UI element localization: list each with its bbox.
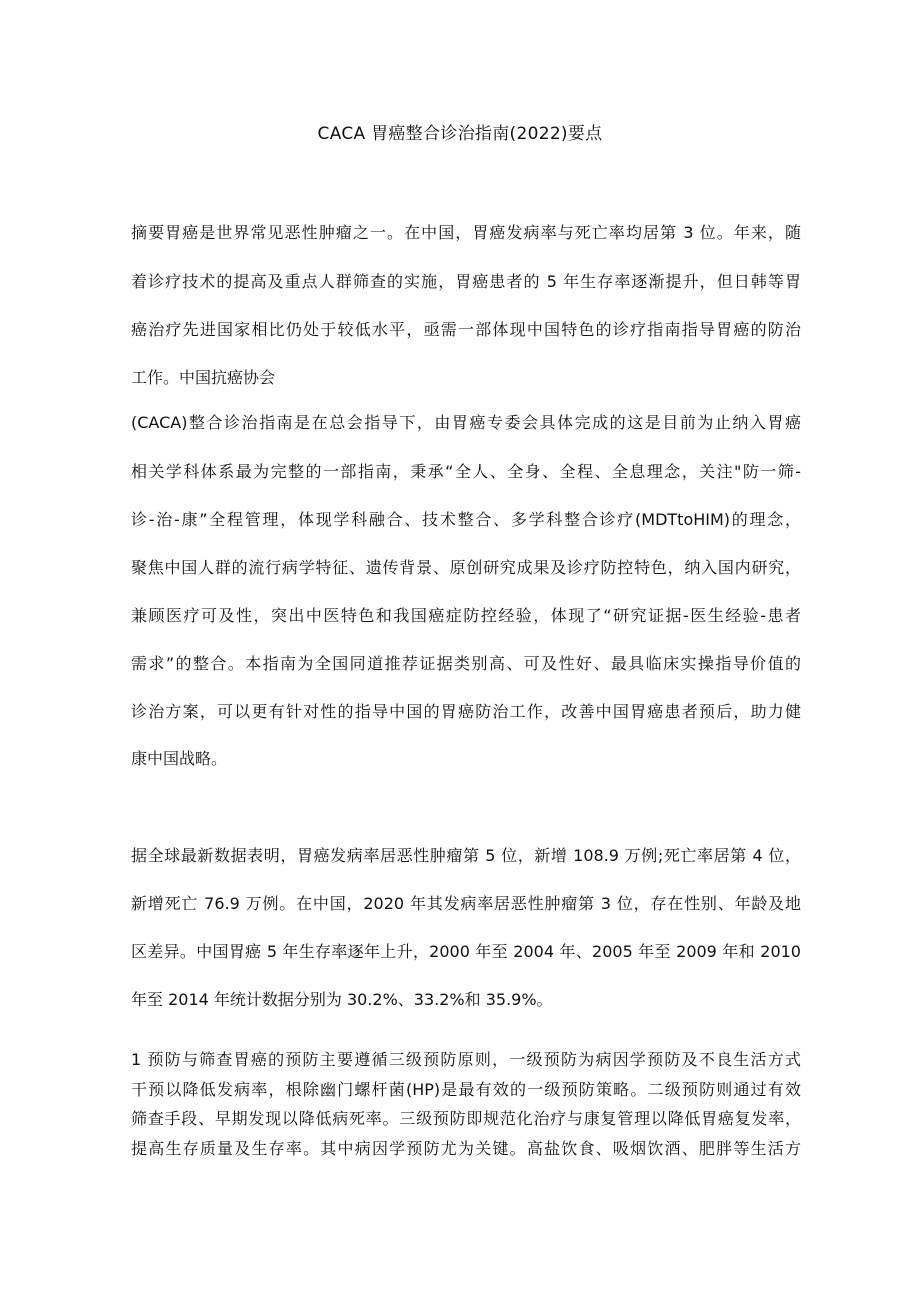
paragraph-2-line-1: (CACA)整合诊治指南是在总会指导下，由胃癌专委会具体完成的这是目前为止纳入胃癌	[131, 413, 801, 432]
paragraph-3-line-1: 据全球最新数据表明，胃癌发病率居恶性肿瘤第 5 位，新增 108.9 万例;死亡率居第 4 位，	[131, 846, 801, 865]
paragraph-4-line-3: 筛查手段、早期发现以降低病死率。三级预防即规范化治疗与康复管理以降低胃癌复发率，	[131, 1109, 801, 1128]
paragraph-2-line-3: 诊-治-康”全程管理，体现学科融合、技术整合、多学科整合诊疗(MDTtoHIM)的理念，	[131, 510, 801, 529]
paragraph-2-line-4: 聚焦中国人群的流行病学特征、遗传背景、原创研究成果及诊疗防控特色，纳入国内研究，	[131, 558, 801, 577]
document-title: CACA 胃癌整合诊治指南(2022)要点	[317, 124, 603, 144]
paragraph-3-line-2: 新增死亡 76.9 万例。在中国，2020 年其发病率居恶性肿瘤第 3 位，存在性别、年龄及地	[131, 894, 801, 913]
paragraph-4-line-4: 提高生存质量及生存率。其中病因学预防尤为关键。高盐饮食、吸烟饮酒、肥胖等生活方	[131, 1139, 801, 1158]
paragraph-3-line-3: 区差异。中国胃癌 5 年生存率逐年上升，2000 年至 2004 年、2005 年至 2009 年和 2010	[131, 942, 801, 961]
paragraph-2-line-2: 相关学科体系最为完整的一部指南，秉承“全人、全身、全程、全息理念，关注"防一筛-	[131, 462, 801, 481]
paragraph-1-line-2: 着诊疗技术的提高及重点人群筛查的实施，胃癌患者的 5 年生存率逐渐提升，但日韩等胃	[131, 272, 801, 291]
paragraph-4-line-2: 干预以降低发病率，根除幽门螺杆菌(HP)是最有效的一级预防策略。二级预防则通过有效	[131, 1080, 801, 1099]
paragraph-2-line-7: 诊治方案，可以更有针对性的指导中国的胃癌防治工作，改善中国胃癌患者预后，助力健	[131, 702, 801, 721]
paragraph-3-line-4: 年至 2014 年统计数据分别为 30.2%、33.2%和 35.9%。	[131, 990, 553, 1009]
paragraph-1-line-4: 工作。中国抗癌协会	[131, 368, 276, 387]
paragraph-4-line-1: 1 预防与筛查胃癌的预防主要遵循三级预防原则，一级预防为病因学预防及不良生活方式	[131, 1050, 801, 1069]
paragraph-2-line-6: 需求”的整合。本指南为全国同道推荐证据类别高、可及性好、最具临床实操指导价值的	[131, 654, 801, 673]
paragraph-2-line-8: 康中国战略。	[131, 749, 228, 768]
paragraph-2-line-5: 兼顾医疗可及性，突出中医特色和我国癌症防控经验，体现了“研究证据-医生经验-患者	[131, 606, 801, 625]
paragraph-1-line-3: 癌治疗先进国家相比仍处于较低水平，亟需一部体现中国特色的诊疗指南指导胃癌的防治	[131, 320, 801, 339]
paragraph-1-line-1: 摘要胃癌是世界常见恶性肿瘤之一。在中国，胃癌发病率与死亡率均居第 3 位。年来，随	[131, 223, 801, 242]
